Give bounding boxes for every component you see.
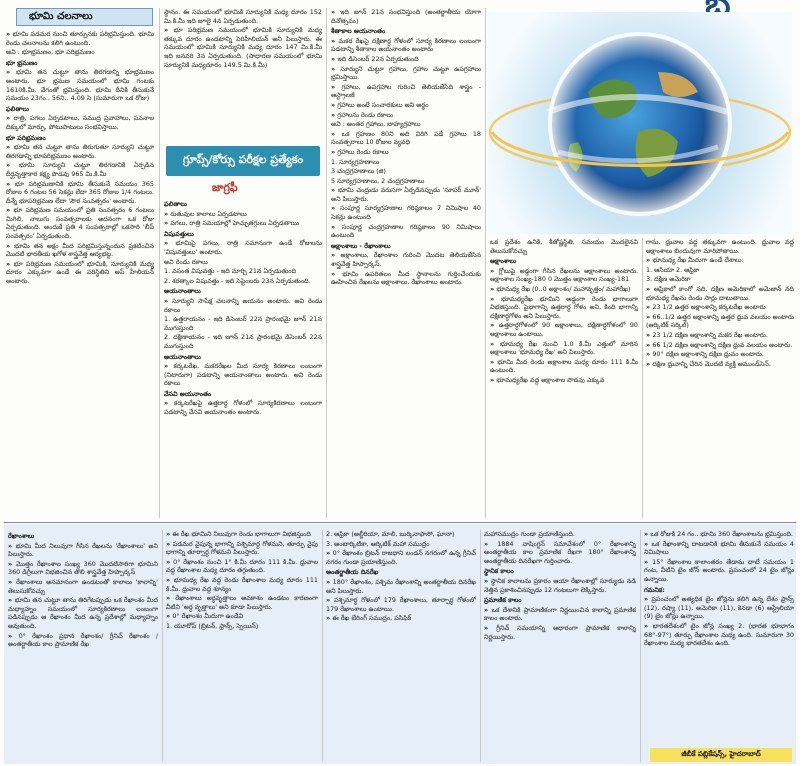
paragraph: » 1884 వాషింగ్టన్ సమావేశంలో 0° రేఖాంశాన్ని అంతర్జాతీయ కాల ప్రమాణిక రేఖగా 180° రేఖాంశాన్ని అంతర్జాతీయ దినరేఖగా గుర్తించారు. xyxy=(484,540,636,566)
paragraph: » 0° రేఖాంశం నుంచి 1° కి.మీ దూరం 111 కి.మీ. ధ్రువాల వద్ద రేఖాంశాల మధ్య దూరం తగ్గుతుంది. xyxy=(166,558,318,575)
paragraph: 5 సూర్యగ్రహణాలు, 2 చంద్రగ్రహణాలు xyxy=(331,176,425,185)
section-title: భూమి చలనాలు xyxy=(16,8,153,26)
subheading: స్థానిక కాలం xyxy=(484,567,514,576)
text-column-2 xyxy=(164,8,322,496)
paragraph: 3. అంటార్కిటికా, ఆర్కిటిక్ మహా సముద్రం xyxy=(326,539,430,548)
paragraph: » సంపూర్ణ సూర్యగ్రహణాల గరిష్ఠకాలం 7 నిమిషాల 40 సెకన్లు ఉంటుంది xyxy=(331,204,481,221)
paragraph: » ఉత్తరార్ధగోళంలో 90 అక్షాంశాలు, దక్షిణార్ధగోళంలో 90 అక్షాంశాలు ఉంటాయి. xyxy=(490,321,638,338)
paragraph: » రేఖాంశాలు అసమానంగా ఉండటంతో కాలాలు 'కాలాన్ని' తెలుసుకోవచ్చు xyxy=(8,578,158,595)
paragraph: » దక్షిణ ధ్రువాన్ని చేరిన మొదటి వ్యక్తి అముండ్‌సెన్. xyxy=(646,360,794,369)
paragraph: » భూమి తన చుట్టూ తాను తిరిగేటప్పుడు ఒక రేఖాంశం మీద మధ్యాహ్నం సమయంలో సూర్యకిరణాలు లంబంగా పడినప్పుడు ఆ రేఖాంశం మీద ఉన్న ప్రదేశాల్లో మధ్యాహ్నం అవుతుంది. xyxy=(8,596,158,630)
paragraph: » భూమి తన చుట్టూ తాను తిరగడాన్ని భూభ్రమణం అంటారు. భూ భ్రమణ సమయంలో భూమి గంటకు 1610కి.మీ. వేగంతో భ్రమిస్తుంది. భూమి దీనికి తీసుకునే సమయం 23గం.. 56ని.. 4.09 సె (సుమారుగా ఒక రోజు) xyxy=(6,68,154,102)
paragraph: » 0° రేఖాంశం ప్రధాన రేఖాంశం/ గ్రీనిచ్ రేఖాంశం / అంతర్జాతీయ కాల ప్రామాణిక రేఖ xyxy=(8,632,158,649)
column-divider xyxy=(159,8,160,518)
paragraph: » భూమి మీద రెండు అక్షాంశాల మధ్య దూరం 111 కి.మీ ఉంటుంది. xyxy=(490,358,638,375)
paragraph: » 0° రేఖాంశం బ్రిటన్ రాజధాని లండన్ నగరంలో ఉన్న గ్రీనిచ్ నగరం గుండా ప్రయాణిస్తుంది. xyxy=(326,549,476,566)
paragraph: » 23 1/2 ఉత్తర అక్షాంశాన్ని కర్కటరేఖ అంటారు xyxy=(646,303,794,312)
paragraph: » మకర రేఖపై దక్షిణార్ధ గోళంలో సూర్య కిరణాలు లంబంగా పడటాన్ని శీతాకాల అయనాంతం అంటారు xyxy=(331,37,481,54)
subheading: ప్రమాణిక కాలం xyxy=(484,596,522,605)
paragraph: అవి : భూభ్రమణం, భూ పరిభ్రమణం xyxy=(6,48,95,57)
paragraph: » పడమర వైపున్న భాగాన్ని పశ్చిమార్ధ గోళమని, తూర్పు వైపు భాగాన్ని తూర్పార్ధ గోళమని పిలుస్తారు. xyxy=(166,540,318,557)
paragraph: » ఆఫ్రికాలో కాంగో నది, దక్షిణ అమెరికాలో అమెజాన్ నది భూమధ్య రేఖను రెండు సార్లు దాటుతాయి. xyxy=(646,285,794,302)
paragraph: 1. ఉత్తరాయనం - ఇది డిసెంబర్ 22న ప్రారంభమై జూన్ 21న ముగుస్తుంది xyxy=(164,315,322,332)
section-divider xyxy=(4,522,796,523)
paragraph: 3. దక్షిణ అమెరికా xyxy=(646,275,691,284)
paragraph: 2. దక్షిణాయనం - ఇది జూన్ 21న ప్రారంభమై డిసెంబర్ 22న ముగుస్తుంది xyxy=(164,333,322,350)
paragraph: 2. ఆఫ్రికా (అల్జీరియా, మాలి, బుర్కినాఫాసో, ఘానా) xyxy=(326,530,455,538)
text-column-5 xyxy=(646,238,794,518)
subheading: భూ పరిభ్రమణం xyxy=(6,133,46,142)
paragraph: » ప్రపంచంలో అత్యధిక టైం జోన్లను కలిగి ఉన్న దేశం ఫ్రాన్స్ (12), రష్యా (11), అమెరికా (11), కెనడా (6) ఆస్ట్రేలియా (9) టైం జోన్లు ఉన్నాయి. xyxy=(644,595,794,621)
subheading: ఫలితాలు xyxy=(6,104,29,113)
paragraph: » సంపూర్ణ చంద్రగ్రహణాల గరిష్ఠకాలం 90 నిమిషాలు ఉంటుంది xyxy=(331,223,481,240)
subheading: రేఖాంశాలు xyxy=(8,532,35,540)
paragraph: » సూర్యుని సాపేక్ష చలనాన్ని అయనం అంటారు. అవి రెండు రకాలు xyxy=(164,297,322,314)
subheading: శీతాకాల అయనాంతం xyxy=(331,27,386,36)
paragraph: » 15° రేఖాంశాల కాలాంతరం తేడాను దాటే సమయం 1 గంట, వీటిని టైం జోన్ అంటారు. ప్రపంచంలో 24 టైం జోన్లు ఉన్నాయి. xyxy=(644,558,794,584)
column-divider xyxy=(642,238,643,518)
bottom-column-4 xyxy=(484,530,636,762)
badge-spacer xyxy=(164,70,322,198)
paragraph: » రాత్రి, పగలు ఏర్పడటాలు, సముద్ర ప్రవాహాలు, పవనాల దిక్కులో మార్పు, పోటుపాటులు సంభవిస్తాయి. xyxy=(6,114,154,131)
paragraph: » భూమి సూర్యుని చుట్టూ తిరగడానికి ఏర్పడిన దీర్ఘవృత్తాకార కక్ష్య పొడవు 965 మి.కి.మీ xyxy=(6,161,154,178)
paragraph: » భూమధ్యరేఖ భూమిని అడ్డంగా రెండు భాగాలుగా విభజిస్తుంది. పైభాగాన్ని ఉత్తరార్ధ గోళం అని, కింది భాగాన్ని దక్షిణార్ధగోళం అని పిలుస్తారు. xyxy=(490,295,638,321)
paragraph: » 180° రేఖాంశం, పశ్చిమ రేఖాంశాన్ని అంతర్జాతీయ దినరేఖ అని పిలుస్తారు. xyxy=(326,578,476,595)
paragraph: » కర్కటరేఖ, మకరరేఖల మీద సూర్య కిరణాలు లంబంగా (నిటారుగా) పడటాన్ని అయనాంతాలు అంటారు. అవి రెండు రకాలు xyxy=(164,362,322,388)
paragraph: 1. వసంత విషువత్తు - ఇది మార్చి 21న ఏర్పడుతుంది xyxy=(164,267,297,276)
bottom-column-3 xyxy=(326,530,476,762)
column-divider xyxy=(485,8,486,518)
paragraph: » ఈ రేఖ బేరింగ్ సముద్రం, పసిఫిక్ xyxy=(326,614,476,623)
paragraph: 1. యూరోప్ (బ్రిటన్, ఫ్రాన్స్, స్పెయిన్) xyxy=(166,621,259,630)
paragraph: » సూర్యుని చుట్టూ గ్రహాలు, గ్రహాల చుట్టూ ఉపగ్రహాలు భ్రమిస్తాయి. xyxy=(331,65,481,82)
paragraph: » 66 1/2 దక్షిణ అక్షాంశాన్ని దక్షిణ ధ్రువ వలయం అంటారు. xyxy=(646,341,794,350)
paragraph: 3 చంద్రగ్రహణాలు (జి) xyxy=(331,167,386,176)
paragraph: » కర్కటరేఖపై ఉత్తరార్ధ గోళంలో సూర్యకిరణాలు లంబంగా పడటాన్ని వేసవి అయనాంతం అంటారు. xyxy=(164,399,322,416)
paragraph: » ఇది జూన్ 21న సంభవిస్తుంది (అంతర్జాతీయ యోగా దినోత్సవం) xyxy=(331,8,481,25)
paragraph: అవి : అంతర గ్రహాలు, బాహ్యగ్రహాలు xyxy=(331,120,421,129)
subheading: అక్షాంశాలు xyxy=(490,257,517,266)
paragraph: » పశ్చిమార్ధ గోళంలో 179 రేఖాంశాలు, తూర్పార్ధ గోళంలో 179 రేఖాంశాలు ఉంటాయి. xyxy=(326,596,476,613)
paragraph: » భూమి చంద్రుడు వరుసగా ఏర్పడినప్పుడు 'సూపర్ మూన్' అని పిలుస్తారు. xyxy=(331,186,481,203)
subheading: గమనిక: xyxy=(644,585,665,594)
paragraph: » భూమి మీద నిలువుగా గీసిన రేఖలను 'రేఖాంశాలు' అని పిలుస్తారు. xyxy=(8,542,158,559)
paragraph: » గ్రహాలను రెండు రకాలు xyxy=(331,111,481,120)
paragraph: » గ్రీనిచ్ సమయాన్ని ఆధారంగా ప్రామాణిక కాలాన్ని నిర్ణయిస్తారు. xyxy=(484,624,636,641)
paragraph: » గ్రహాలు అంటే సంచారకులు అని అర్థం xyxy=(331,101,481,110)
text-column-4 xyxy=(490,238,638,518)
paragraph: » పగలు, రాత్రి సమయాల్లో హెచ్చుతగ్గులు ఏర్పడతాయి xyxy=(164,219,322,228)
paragraph: » భూమధ్యరేఖ వద్ద అక్షాంశాల పొడవు ఎక్కువ xyxy=(490,376,638,385)
paragraph: » భూమి తన అక్షం మీద పరిభ్రమిస్తున్నందున ప్రకటించిన మొదటి భారతీయ ఖగోళ శాస్త్రవేత్త ఆర్యభట్ట. xyxy=(6,242,154,259)
subheading: భూ భ్రమణం xyxy=(6,58,38,67)
paragraph: » గ్లోబుపై అడ్డంగా గీసిన రేఖలను అక్షాంశాలు అంటారు. అక్షాంశాల సంఖ్య-180 0 మొత్తం అక్షాంశాల సంఖ్య-181 xyxy=(490,267,638,284)
group-exams-badge: గ్రూప్స్/కోర్సు పరీక్షల ప్రత్యేకం xyxy=(166,146,320,176)
column-divider xyxy=(640,530,641,762)
paragraph: » భూమి తన చుట్టూ తాను తిరుగుతూ సూర్యుని చుట్టూ తిరగడాన్ని భూపరిభ్రమణం అంటారు. xyxy=(6,143,154,160)
bottom-column-2 xyxy=(166,530,318,762)
paragraph: » గ్రహాలు రెండు రకాలు xyxy=(331,148,481,157)
subheading: విషువత్తులు xyxy=(164,229,194,238)
paragraph: » మొత్తం రేఖాంశాల సంఖ్య 360 మొదటిసారిగా భూమిని 360 డిగ్రీలుగా విభజించిన తొలి శాస్త్రవేత్త హిప్పార్కస్ xyxy=(8,560,158,577)
paragraph: » స్థానిక కాలాలను ప్రకారం ఆయా రేఖాంశాల్లో సూర్యుడు నడి నెత్తిన ప్రకాశించినప్పుడు 12 గంటలుగా లెక్కిస్తారు. xyxy=(484,577,636,594)
subheading: అక్షాంశాలు - రేఖాంశాలు xyxy=(331,241,391,250)
subheading: అయనాంతాలు xyxy=(164,287,201,296)
bottom-column-1 xyxy=(8,530,158,762)
paragraph: ఒక ప్రదేశం ఉనికి, శీతోష్ణస్థితి, సమయం మొదలైనవి తెలుసుకోవచ్చు xyxy=(490,238,638,255)
paragraph: » ఒక రోజుకి 24 గం.. భూమి 360 రేఖాంశాలను భ్రమిస్తుంది. xyxy=(644,530,794,539)
subheading: అంతర్జాతీయ దినరేఖ xyxy=(326,568,379,577)
paragraph: » ఒక దేశానికి ప్రామాణికంగా నిర్ణయించిన కాలాన్ని ప్రమాణిక కాలం అంటారు. xyxy=(484,606,636,623)
paragraph: » గ్రహాలు, ఉపగ్రహాల గురించి తెలియజేసేది శాస్త్రం - ఆస్ట్రాలజీ xyxy=(331,83,481,100)
paragraph: మహాసముద్రం గుండా ప్రయాణిస్తుంది. xyxy=(484,530,575,538)
paragraph: 2. శరత్కాల విషువత్తు - ఇది సెప్టెంబరు 23న ఏర్పడుతుంది. xyxy=(164,276,311,285)
paragraph: » భూమిపై పగలు, రాత్రి సమానంగా ఉండే రోజులను 'విషువత్తులు' అంటారు. xyxy=(164,239,322,256)
globe-illustration xyxy=(488,12,792,234)
paragraph: » ఇది డిసెంబర్ 22న ఏర్పడుతుంది xyxy=(331,55,481,64)
paragraph: » 0° రేఖాంశం మీదుగా ఉండేవి xyxy=(166,612,318,621)
paragraph: స్థానం. ఈ సమయంలో భూమికి సూర్యునికి మధ్య దూరం 152 మి.కి.మీ ఇది జూలై 4న ఏర్పడుతుంది. xyxy=(164,8,322,25)
paragraph: » 66..1/2 ఉత్తర అక్షాంశాన్ని ఉత్తర ధ్రువ వలయం అంటారు (ఆర్కిటిక్ సర్కిల్) xyxy=(646,313,794,330)
paragraph: » భూ పరిభ్రమణ సమయంలో భూమికి, సూర్యునికి మధ్య దూరం ఎక్కువగా ఉండే ఈ పరిస్థితిని అప్ హీలియన్ అంటారు. xyxy=(6,260,154,286)
publisher-credit: జీబీకే పబ్లికేషన్స్, హైదరాబాద్ xyxy=(650,748,792,762)
earth-globe-image xyxy=(488,12,792,234)
paragraph: » ఒక రేఖాంశాన్ని దాటడానికి భూమి తీసుకునే సమయం 4 నిమిషాలు xyxy=(644,540,794,557)
paragraph: » భూమధ్య రేఖ (0..0 అక్షాంశం/ మహావృత్తం/ మహారేఖ) xyxy=(490,285,638,294)
paragraph: » భూ పరిభ్రమణ సమయంలో భూమికి సూర్యునికి మధ్య తక్కువ దూరం ఉండటాన్ని పెరిహీలియన్ అని పిలుస్తారు. ఈ సమయంలో భూమికి సూర్యునికి మధ్య దూరం 147 మి.కి.మీ ఇది జనవరి 3న ఏర్పడుతుంది. (సాధారణ సమయంలో భూమి సూర్యునికి మధ్యదూరం 149.5 మి.కి.మీ) xyxy=(164,26,322,69)
bottom-column-5 xyxy=(644,530,794,744)
subheading: ఫలితాలు xyxy=(164,200,187,208)
paragraph: » భూమి ఉపరితలం మీద స్థానాలను గుర్తించేందుకు ఊహించిన రేఖలను అక్షాంశాలు, రేఖాంశాలు అంటారు. xyxy=(331,270,481,287)
paragraph: » రేఖాంశాలు అర్ధవృత్తాలు అవకాశం ఉండటం కారణంగా వీటిని 'అర్ధ వృత్తాలు' అని కూడా పిలుస్తారు. xyxy=(166,594,318,611)
paragraph: » భూమధ్య రేఖ మీదుగా ఉండే దేశాలు: xyxy=(646,256,794,265)
paragraph: » ఒక గ్రహణం 80ని అది విరిగి పడే గ్రహాలు 18 సంవత్సరాలు 10 రోజుల వ్యవధి xyxy=(331,130,481,147)
column-divider xyxy=(162,530,163,762)
paragraph: » 23 1/2 దక్షిణ అక్షాంశాన్ని మకర రేఖ అంటారు. xyxy=(646,331,794,340)
paragraph: » 90° దక్షిణ అక్షాంశాన్ని దక్షిణ ధ్రువం అంటారు. xyxy=(646,350,794,359)
text-column-1 xyxy=(6,30,154,518)
paragraph: అవి రెండు రకాలు xyxy=(164,257,208,266)
paragraph: » భారతదేశంలో టైం జోన్ల సంఖ్య 2. (భారత భూభాగం 68°-97°) తూర్పు రేఖాంశాల మధ్య ఉంది. సుమారుగా 30 రేఖాంశాల మధ్య భారతదేశం ఉంది. xyxy=(644,622,794,648)
paragraph: 1. సూర్యగ్రహణాలు xyxy=(331,157,380,166)
paragraph: » భూమి పడమర నుంచి తూర్పునకు పరిభ్రమిస్తుంది. భూమి రెండు చలనాలను కలిగి ఉంటుంది. xyxy=(6,30,154,47)
column-divider xyxy=(480,530,481,762)
paragraph: » భూమధ్య రేఖ వద్ద రెండు రేఖాంశాల మధ్య దూరం 111 కి.మీ. ధ్రువాల వద్ద శూన్యం xyxy=(166,576,318,593)
subheading: అయనాంతాలు xyxy=(164,352,201,361)
column-divider xyxy=(322,530,323,762)
paragraph: » అక్షాంశాలు, రేఖాంశాల గురించి మొదట తెలియజేసిన శాస్త్రవేత్త హిప్పార్కస్. xyxy=(331,251,481,268)
text-column-3 xyxy=(331,8,481,518)
paragraph: » భూ పరిభ్రమణానికి భూమి తీసుకునే సమయం 365 రోజుల 6 గంటల 56 సెకన్లు లేదా 365 రోజుల 1/4 గంటలు. దీన్నే భూపరిభ్రమణ లేదా 'సౌర సంవత్సరం' అంటారు. xyxy=(6,180,154,206)
paragraph: » భూమధ్య రేఖ నుంచి 1.0 కి.మీ ఎత్తులో మారిన అక్షాంశాలు 'భూమధ్య రేఖ' అని పిలుస్తారు. xyxy=(490,340,638,357)
column-divider xyxy=(326,8,327,518)
subheading: వేసవి అయనాంతం xyxy=(164,389,212,398)
subject-heading: జాగ్రఫీ xyxy=(212,181,238,194)
paragraph: » భూ పరిభ్రమణ సమయంలో ప్రతి సంవత్సరం 6 గంటలు మిగిలి, నాలుగు సంవత్సరాలకు అదనంగా ఒక రోజు ఏర్పడుతుంది. అందుకే ప్రతి 4 సంవత్సరాల్లో ఒకసారి 'లీప్ సంవత్సరం' ఏర్పడుతుంది. xyxy=(6,206,154,240)
paragraph: » రుతువుల కాలాలు ఏర్పడటాలు xyxy=(164,210,322,219)
paragraph: » ఈ రేఖ భూమిని నిలువుగా రెండు భాగాలుగా విభజిస్తుంది xyxy=(166,530,318,539)
paragraph: 1. ఆసియా 2. ఆఫ్రికా xyxy=(646,265,700,274)
paragraph: గాను, ధ్రువాల వద్ద తక్కువగా ఉంటుంది. ధ్రువాల వద్ద అక్షాంశాలు బిందువుగా మారిపోతాయి. xyxy=(646,238,794,255)
